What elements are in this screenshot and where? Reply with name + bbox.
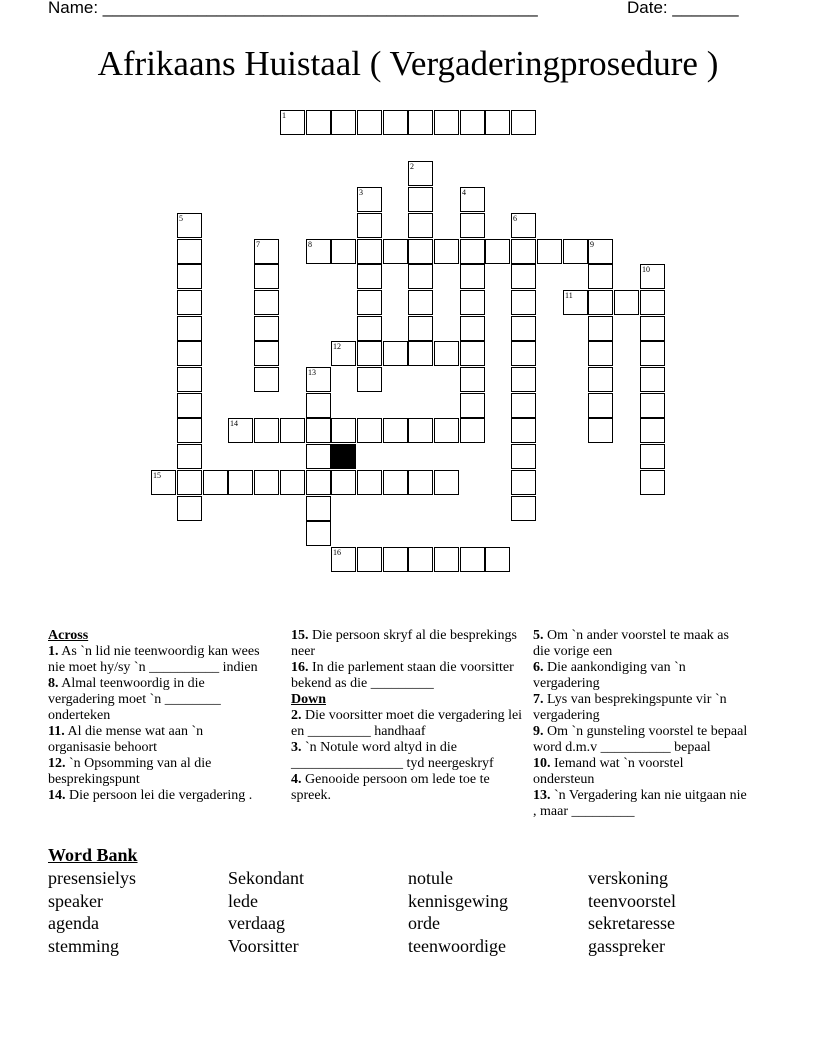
down-heading: Down [291,692,327,707]
clue-number: 2 [410,162,414,171]
crossword-cell[interactable] [588,341,613,366]
crossword-cell[interactable] [588,418,613,443]
word-bank-word: Sekondant [228,868,304,888]
crossword-cell[interactable] [588,264,613,289]
crossword-cell[interactable] [177,341,202,366]
clue-number: 9 [590,240,594,249]
crossword-cell[interactable] [511,264,536,289]
crossword-cell[interactable] [177,367,202,392]
crossword-cell[interactable] [228,470,253,495]
crossword-cell[interactable] [460,547,485,572]
word-bank-word: kennisgewing [408,891,508,911]
crossword-cell[interactable] [408,418,433,443]
crossword-cell[interactable] [228,418,253,443]
name-label: Name: ______________________________________________ [48,0,538,17]
crossword-cell[interactable] [485,239,510,264]
crossword-cell[interactable] [460,110,485,135]
crossword-cell[interactable] [408,264,433,289]
crossword-cell[interactable] [640,393,665,418]
crossword-cell[interactable] [588,367,613,392]
crossword-cell[interactable] [254,470,279,495]
crossword-cell[interactable] [331,239,356,264]
crossword-cell[interactable] [331,110,356,135]
clue-number: 12 [333,342,341,351]
clue-across-16: 16. In die parlement staan die voorsitter bekend as die _________ [291,660,514,691]
crossword-cell[interactable] [357,316,382,341]
crossword-cell[interactable] [306,521,331,546]
crossword-cell[interactable] [434,239,459,264]
crossword-cell[interactable] [357,341,382,366]
clue-number: 4 [462,188,466,197]
date-label: Date: _______ [627,0,739,17]
clue-down-7: 7. Lys van besprekingspunte vir `n vergadering [533,692,727,723]
word-bank-word: Voorsitter [228,936,299,956]
word-bank-word: gasspreker [588,936,665,956]
crossword-cell[interactable] [177,444,202,469]
crossword-cell[interactable] [511,444,536,469]
crossword-cell[interactable] [306,367,331,392]
word-bank-word: lede [228,891,258,911]
word-bank-word: orde [408,913,440,933]
clue-number: 3 [359,188,363,197]
crossword-cell[interactable] [460,316,485,341]
crossword-cell[interactable] [331,470,356,495]
crossword-cell[interactable] [640,470,665,495]
crossword-cell[interactable] [177,213,202,238]
crossword-cell[interactable] [357,547,382,572]
crossword-cell[interactable] [460,213,485,238]
crossword-cell[interactable] [563,239,588,264]
crossword-cell[interactable] [408,290,433,315]
word-bank-word: sekretaresse [588,913,675,933]
crossword-cell[interactable] [357,470,382,495]
clue-number: 14 [230,419,238,428]
page-title: Afrikaans Huistaal ( Vergaderingprosedure ) [97,44,719,83]
word-bank-word: notule [408,868,453,888]
crossword-cell[interactable] [640,418,665,443]
clue-number: 15 [153,471,161,480]
crossword-cell[interactable] [383,341,408,366]
crossword-cell[interactable] [511,367,536,392]
crossword-cell[interactable] [460,341,485,366]
word-bank-word: stemming [48,936,119,956]
crossword-cell[interactable] [203,470,228,495]
crossword-cell[interactable] [511,496,536,521]
crossword-cell[interactable] [357,290,382,315]
crossword-cell[interactable] [460,367,485,392]
crossword-cell[interactable] [511,239,536,264]
crossword-cell[interactable] [254,418,279,443]
crossword-cell[interactable] [177,316,202,341]
crossword-cell[interactable] [408,187,433,212]
crossword-cell[interactable] [177,393,202,418]
word-bank-word: verdaag [228,913,285,933]
crossword-cell[interactable] [306,496,331,521]
crossword-cell[interactable] [485,110,510,135]
crossword-cell[interactable] [408,239,433,264]
crossword-cell[interactable] [357,239,382,264]
crossword-cell[interactable] [434,110,459,135]
clue-across-14: 14. Die persoon lei die vergadering . [48,788,253,803]
crossword-cell[interactable] [640,341,665,366]
crossword-cell[interactable] [588,239,613,264]
clue-number: 11 [565,291,573,300]
crossword-cell[interactable] [254,239,279,264]
clue-number: 1 [282,111,286,120]
crossword-cell[interactable] [563,290,588,315]
crossword-cell[interactable] [357,110,382,135]
clue-number: 6 [513,214,517,223]
crossword-cell[interactable] [434,470,459,495]
crossword-cell[interactable] [511,290,536,315]
clue-number: 16 [333,548,341,557]
crossword-cell[interactable] [640,290,665,315]
crossword-cell[interactable] [485,547,510,572]
crossword-cell[interactable] [408,316,433,341]
crossword-cell[interactable] [408,341,433,366]
crossword-cell[interactable] [511,316,536,341]
crossword-cell[interactable] [460,290,485,315]
crossword-cell[interactable] [511,213,536,238]
clue-number: 8 [308,240,312,249]
crossword-cell[interactable] [280,418,305,443]
crossword-cell[interactable] [151,470,176,495]
crossword-cell[interactable] [254,264,279,289]
word-bank-word: agenda [48,913,99,933]
clue-across-12: 12. `n Opsomming van al die besprekingspunt [48,756,212,787]
word-bank-title: Word Bank [48,845,138,865]
crossword-cell[interactable] [357,418,382,443]
clue-number: 5 [179,214,183,223]
crossword-cell[interactable] [177,470,202,495]
crossword-cell[interactable] [306,470,331,495]
crossword-cell[interactable] [434,341,459,366]
crossword-cell[interactable] [640,444,665,469]
crossword-cell[interactable] [588,316,613,341]
crossword-cell[interactable] [254,341,279,366]
clue-down-9: 9. Om `n gunsteling voorstel te bepaal word d.m.v __________ bepaal [533,724,748,755]
crossword-cell[interactable] [331,341,356,366]
crossword-cell[interactable] [383,110,408,135]
crossword-cell[interactable] [254,290,279,315]
crossword-cell[interactable] [588,290,613,315]
crossword-cell[interactable] [640,264,665,289]
clue-down-3: 3. `n Notule word altyd in die ________________ tyd neergeskryf [291,740,494,771]
crossword-cell[interactable] [306,393,331,418]
clue-number: 7 [256,240,260,249]
across-heading: Across [48,628,89,643]
crossword-cell[interactable] [177,239,202,264]
clue-across-11: 11. Al die mense wat aan `n organisasie behoort [48,724,204,755]
crossword-cell[interactable] [408,110,433,135]
crossword-cell[interactable] [177,264,202,289]
clue-number: 10 [642,265,650,274]
crossword-cell[interactable] [306,418,331,443]
crossword-cell[interactable] [306,110,331,135]
clue-down-10: 10. Iemand wat `n voorstel ondersteun [533,756,684,787]
crossword-cell[interactable] [640,316,665,341]
crossword-cell[interactable] [434,547,459,572]
crossword-cell[interactable] [254,367,279,392]
crossword-cell[interactable] [331,418,356,443]
crossword-cell[interactable] [357,187,382,212]
crossword-cell[interactable] [357,264,382,289]
crossword-cell[interactable] [408,470,433,495]
clue-across-8: 8. Almal teenwoordig in die vergadering moet `n ________ onderteken [48,676,221,723]
crossword-block [331,444,356,469]
crossword-cell[interactable] [614,290,639,315]
crossword-cell[interactable] [537,239,562,264]
crossword-cell[interactable] [511,393,536,418]
crossword-cell[interactable] [460,418,485,443]
crossword-cell[interactable] [306,239,331,264]
crossword-cell[interactable] [511,418,536,443]
word-bank-word: verskoning [588,868,668,888]
word-bank-word: teenvoorstel [588,891,676,911]
clues-column-1 [48,628,263,804]
clues-column-2 [291,628,526,804]
crossword-cell[interactable] [408,161,433,186]
crossword-cell[interactable] [357,367,382,392]
crossword-cell[interactable] [460,239,485,264]
crossword-cell[interactable] [331,547,356,572]
clue-down-6: 6. Die aankondiging van `n vergadering [533,660,686,691]
crossword-cell[interactable] [588,393,613,418]
crossword-cell[interactable] [460,264,485,289]
crossword-cell[interactable] [280,470,305,495]
word-bank-word: presensielys [48,868,136,888]
clue-across-15: 15. Die persoon skryf al die besprekings neer [291,628,517,659]
word-bank-word: speaker [48,891,103,911]
crossword-cell[interactable] [357,213,382,238]
crossword-cell[interactable] [640,367,665,392]
crossword-cell[interactable] [383,418,408,443]
crossword-cell[interactable] [280,110,305,135]
clue-across-1: 1. As `n lid nie teenwoordig kan wees nie moet hy/sy `n __________ indien [48,644,260,675]
crossword-cell[interactable] [383,547,408,572]
clue-down-4: 4. Genooide persoon om lede toe te spreek. [291,772,490,803]
crossword-cell[interactable] [408,213,433,238]
crossword-cell[interactable] [177,290,202,315]
word-bank-word: teenwoordige [408,936,506,956]
crossword-cell[interactable] [383,470,408,495]
crossword-cell[interactable] [177,418,202,443]
clue-number: 13 [308,368,316,377]
crossword-cell[interactable] [460,393,485,418]
crossword-cell[interactable] [306,444,331,469]
crossword-cell[interactable] [254,316,279,341]
crossword-cell[interactable] [460,187,485,212]
crossword-cell[interactable] [177,496,202,521]
crossword-cell[interactable] [511,470,536,495]
clues-column-3 [533,628,748,820]
clue-down-2: 2. Die voorsitter moet die vergadering lei en _________ handhaaf [291,708,523,739]
crossword-cell[interactable] [511,341,536,366]
crossword-cell[interactable] [408,547,433,572]
crossword-cell[interactable] [383,239,408,264]
crossword-cell[interactable] [511,110,536,135]
crossword-cell[interactable] [434,418,459,443]
clue-down-5: 5. Om `n ander voorstel te maak as die vorige een [533,628,729,659]
clue-down-13: 13. `n Vergadering kan nie uitgaan nie , maar _________ [533,788,747,819]
